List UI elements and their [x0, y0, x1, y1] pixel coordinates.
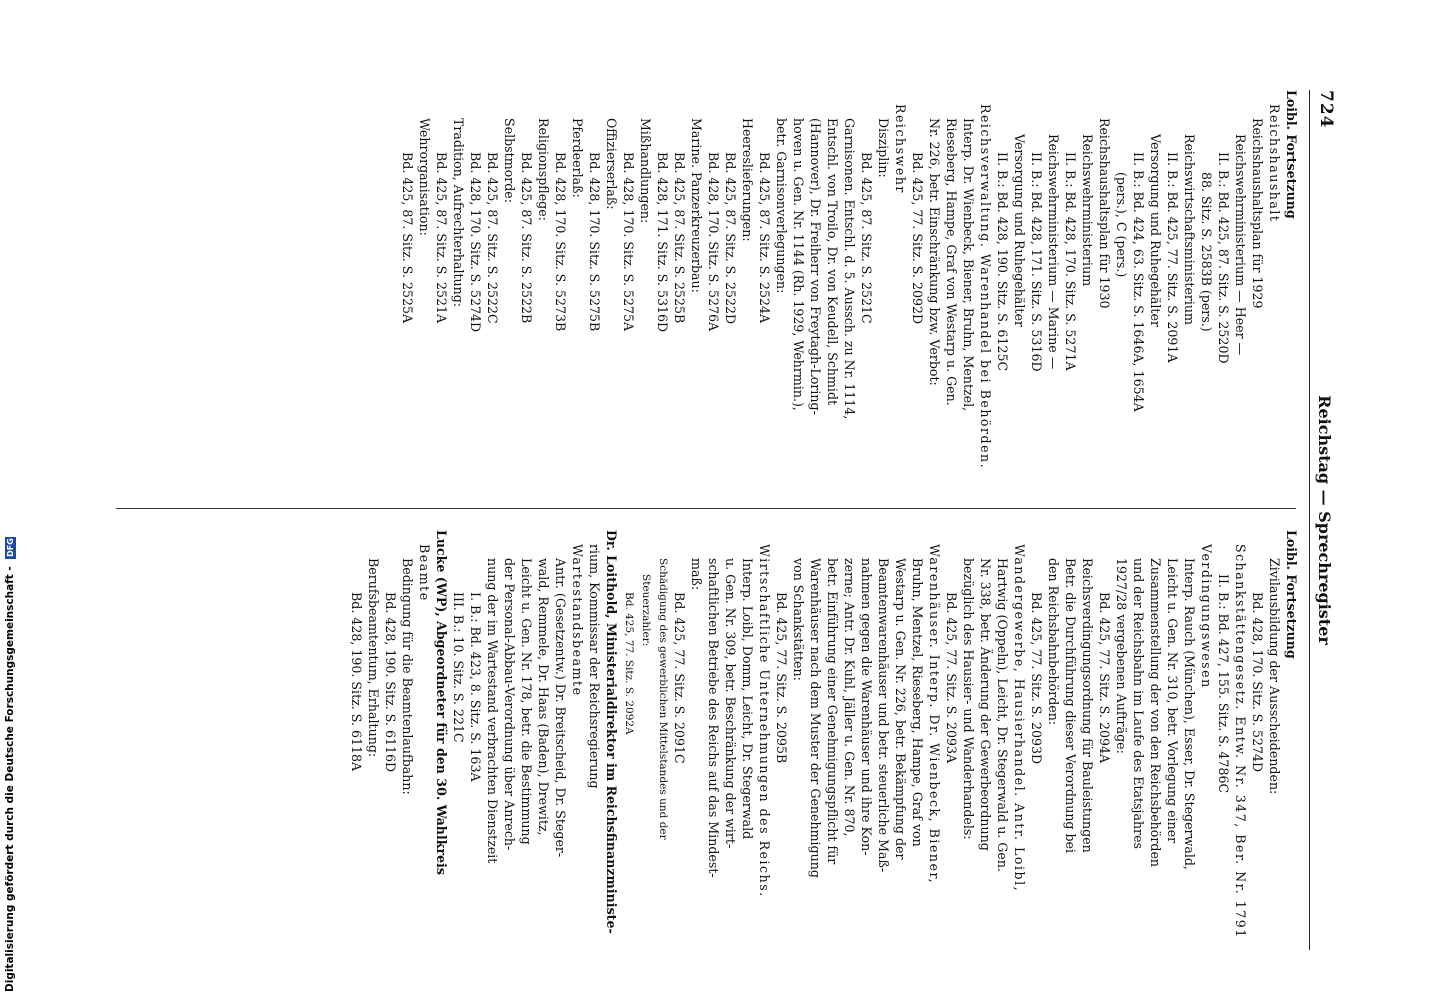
register-line: Leicht u. Gen. Nr. 178, betr. die Bestimmung — [519, 558, 534, 845]
register-line: Reichsverdingungsordnung für Bauleistungen — [1080, 558, 1095, 853]
register-line: Bd. 428, 190. Sitz. S. 6118A — [349, 592, 364, 772]
register-line: 1927/28 vergebenen Aufträge: — [1114, 558, 1129, 754]
register-line: Tradition, Aufrechterhaltung: — [451, 118, 466, 308]
register-line: Religionspflege: — [536, 118, 551, 221]
right-column — [348, 530, 1300, 939]
register-line: nahmen gegen die Warenhäuser und ihre Kon- — [859, 558, 874, 856]
register-line: Nr. 226, betr. Einschränkung bzw. Verbot: — [927, 118, 942, 386]
register-line: Antr. (Gesetzentw.) Dr. Breitscheid, Dr. Steger- — [553, 558, 568, 858]
register-line: Entschl. von Troilo, Dr. von Keudell, Schmidt — [825, 118, 840, 406]
register-line: Beamte — [417, 544, 432, 602]
register-line: betr. Garnisonverlegungen: — [774, 118, 789, 294]
register-line: Bd. 425, 77. Sitz. S. 2093A — [944, 592, 959, 764]
header-rule — [1309, 90, 1310, 950]
register-line: Dr. Loithold, Ministerialdirektor im Reichsfinanzministe- — [604, 530, 619, 934]
register-line: Pferdeerlaß: — [570, 118, 585, 198]
register-line: Offizierserlaß: — [604, 118, 619, 210]
register-line: II. B.: Bd. 428, 171. Sitz. S. 5316D — [1029, 152, 1044, 372]
register-line: Reichswehrministerium — Heer — — [1233, 134, 1248, 356]
register-line: II. B.: Bd. 424, 63. Sitz. S. 1646A, 1654A — [1131, 152, 1146, 412]
dfg-logo: DFG — [5, 538, 15, 557]
register-line: Reichshaushalt — [1267, 104, 1282, 223]
register-line: Marine. Panzerkreuzerbau: — [689, 118, 704, 293]
register-line: Wartestandsbeamte — [570, 544, 585, 697]
column-divider — [116, 508, 1296, 509]
register-line: I. B.: Bd. 423, 8. Sitz. S. 163A — [468, 592, 483, 782]
register-line: III. B.: 10. Sitz. S. 221C — [451, 592, 466, 743]
credit-text: Digitalisierung gefördert durch die Deutsche Forschungsgemeinschaft - — [4, 566, 16, 992]
register-line: Garnisonen. Entschl. d. 5. Aussch. zu Nr. 1114, — [842, 118, 857, 420]
register-line: Reichsverwaltung. Warenhandel bei Behörden. — [978, 104, 993, 470]
register-line: Bd. 425, 87. Sitz. S. 2522B — [519, 152, 534, 324]
page-title: Reichstag — Sprechregister — [1315, 395, 1334, 645]
register-line: Bd. 425, 77. Sitz. S. 2092A — [623, 592, 635, 735]
register-line: maß: — [689, 558, 704, 591]
register-line: Bd. 425, 87. Sitz. S. 2525A — [400, 152, 415, 324]
register-line: bezüglich des Hausier- und Wanderhandels: — [961, 558, 976, 840]
register-line: Bd. 428, 170. Sitz. S. 5276A — [706, 152, 721, 332]
register-line: Bd. 428, 170. Sitz. S. 5274D — [468, 152, 483, 333]
register-line: II. B.: Bd. 428, 190. Sitz. S. 6125C — [995, 152, 1010, 372]
register-line: II. B.: Bd. 427, 155. Sitz. S. 4786C — [1216, 574, 1231, 794]
register-line: u. Gen. Nr. 309, betr. Beschränkung der wirt- — [723, 558, 738, 849]
register-line: Zusammenstellung der von den Reichsbehörden — [1148, 558, 1163, 868]
register-line: rium, Kommissar der Reichsregierung — [587, 544, 602, 789]
register-line: Heereslieferungen: — [740, 118, 755, 242]
register-line: Loibl. Fortsetzung — [1284, 90, 1299, 219]
register-line: (pers.), C (pers.) — [1114, 172, 1129, 278]
register-line: Warenhäuser. Interp. Dr. Wienbeck, Biener, — [927, 544, 942, 885]
register-line: Bd. 425, 77. Sitz. S. 2091C — [672, 592, 687, 764]
register-line: Warenhäuser nach dem Muster der Genehmigung — [808, 558, 823, 878]
register-line: Bd. 428, 190. Sitz. S. 6116D — [383, 592, 398, 773]
register-line: Loibl. Fortsetzung — [1284, 530, 1299, 659]
register-line: von Schankstätten: — [791, 558, 806, 681]
register-line: Reichswehrministerium — Marine — — [1046, 134, 1061, 370]
register-line: Bd. 425, 77. Sitz. S. 2093D — [1029, 592, 1044, 765]
register-line: Steuerzahler: — [640, 574, 652, 647]
register-line: hoven u. Gen. Nr. 1144 (Rh. 1929, Wehrmin.), — [791, 118, 806, 411]
register-line: Versorgung und Ruhegehälter — [1148, 134, 1163, 327]
register-line: Westarp u. Gen. Nr. 226, betr. Bekämpfung der — [893, 558, 908, 860]
register-line: schaftlichen Betriebe des Reichs auf das Mindest- — [706, 558, 721, 878]
register-line: Leicht u. Gen. Nr. 310, betr. Vorlegung einer — [1165, 558, 1180, 844]
register-line: Bd. 425, 77. Sitz. S. 2092D — [910, 152, 925, 325]
register-line: Wirtschaftliche Unternehmungen des Reichs. — [757, 544, 772, 898]
register-line: Reichshaushaltsplan für 1930 — [1097, 118, 1112, 309]
register-line: Bd. 428, 170. Sitz. S. 5275B — [587, 152, 602, 332]
register-line: 88. Sitz. S. 2583B (pers.) — [1199, 172, 1214, 332]
register-line: den Reichsbahnbehörden: — [1046, 558, 1061, 726]
register-line: Rieseberg, Hampe, Graf von Westarp u. Gen. — [944, 118, 959, 406]
register-line: Schädigung des gewerblichen Mittelstandes und der — [657, 558, 669, 840]
register-line: Beamtenwarenhäuser und betr. steuerliche Maß- — [876, 558, 891, 873]
register-line: Bd. 428, 170. Sitz. S. 5273B — [553, 152, 568, 332]
register-line: Nr. 338, betr. Änderung der Gewerbeordnung — [978, 558, 993, 851]
register-line: Bruhn, Mentzel, Rieseberg, Hampe, Graf von — [910, 558, 925, 847]
register-line: Selbstmorde: — [502, 118, 517, 203]
register-line: Bd. 425, 87. Sitz. S. 2522D — [723, 152, 738, 325]
register-line: Betr. die Durchführung dieser Verordnung bei — [1063, 558, 1078, 854]
register-line: Bd. 428, 171. Sitz. S. 5316D — [655, 152, 670, 333]
register-line: Interp. Rauch (München), Esser, Dr. Stegerwald, — [1182, 558, 1197, 870]
register-line: Reichshaushaltsplan für 1929 — [1250, 118, 1265, 309]
register-line: Bd. 428, 170. Sitz. S. 5274D — [1250, 592, 1265, 773]
register-line: nung der im Wartestand verbrachten Dienstzeit — [485, 558, 500, 864]
page-header — [1306, 90, 1336, 950]
page-number: 724 — [1316, 90, 1336, 129]
digitization-credit — [4, 537, 16, 992]
register-line: II. B.: Bd. 425, 87. Sitz. S. 2520D — [1216, 152, 1231, 364]
register-line: Bd. 425, 87. Sitz. S. 2524A — [757, 152, 772, 324]
register-line: Reichswirtschaftsministerium — [1182, 134, 1197, 325]
register-line: Bd. 425, 77. Sitz. S. 2095B — [774, 592, 789, 764]
register-line: II. B.: Bd. 428, 170. Sitz. S. 5271A — [1063, 152, 1078, 371]
register-line: Berufsbeamtentum, Erhaltung: — [366, 558, 381, 758]
register-line: wald, Remmele, Dr. Haas (Baden), Drewitz, — [536, 558, 551, 836]
register-line: Interp. Loibl, Domm, Leicht, Dr. Stegerwald — [740, 558, 755, 840]
register-line: zerne; Antr. Dr. Kuhl, Jäller u. Gen. Nr. 870, — [842, 558, 857, 837]
register-line: Mißhandlungen: — [638, 118, 653, 224]
register-line: Bedingung für die Beamtenlaufbahn: — [400, 558, 415, 795]
register-line: und der Reichsbahn im Laufe des Etatsjahres — [1131, 558, 1146, 850]
register-line: Disziplin: — [876, 118, 891, 178]
register-line: Hartwig (Oppeln), Leicht, Dr. Stegerwald u. Gen. — [995, 558, 1010, 872]
register-line: Interp. Dr. Wienbeck, Biener, Bruhn, Mentzel, — [961, 118, 976, 412]
register-line: Zivilausbildung der Ausscheidenden: — [1267, 558, 1282, 795]
register-line: Bd. 428, 170. Sitz. S. 5275A — [621, 152, 636, 332]
register-line: II. B.: Bd. 425, 77. Sitz. S. 2091A — [1165, 152, 1180, 363]
register-line: Lucke (WP), Abgeordneter für den 30. Wahlkreis — [434, 530, 449, 875]
register-line: Wehrorganisation: — [417, 118, 432, 236]
register-line: betr. Einführung einer Genehmigungspflicht für — [825, 558, 840, 865]
register-line: Reichswehr — [893, 104, 908, 194]
register-line: Reichswehrministerium — [1080, 134, 1095, 287]
rotated-page-body — [100, 90, 1336, 950]
register-line: (Hannover), Dr. Freiherr von Freytagh-Loring- — [808, 118, 823, 415]
register-line: der Personal-Abbau-Verordnung über Anrech- — [502, 558, 517, 851]
register-line: Bd. 425, 77. Sitz. S. 2094A — [1097, 592, 1112, 764]
register-line: Wandergewerbe, Hausierhandel. Antr. Loibl, — [1012, 544, 1027, 893]
register-line: Verdingungswesen — [1199, 544, 1214, 689]
register-line: Bd. 425, 87. Sitz. S. 2521C — [859, 152, 874, 324]
register-line: Schankstättengesetz. Entw. Nr. 347, Ber. Nr. 1791 — [1233, 544, 1248, 939]
left-column — [399, 90, 1300, 480]
register-line: Bd. 425, 87. Sitz. S. 2521A — [434, 152, 449, 324]
register-line: Bd. 425, 87. Sitz. S. 2525B — [672, 152, 687, 324]
register-line: Bd. 425, 87. Sitz. S. 2522C — [485, 152, 500, 324]
register-line: Versorgung und Ruhegehälter — [1012, 134, 1027, 327]
